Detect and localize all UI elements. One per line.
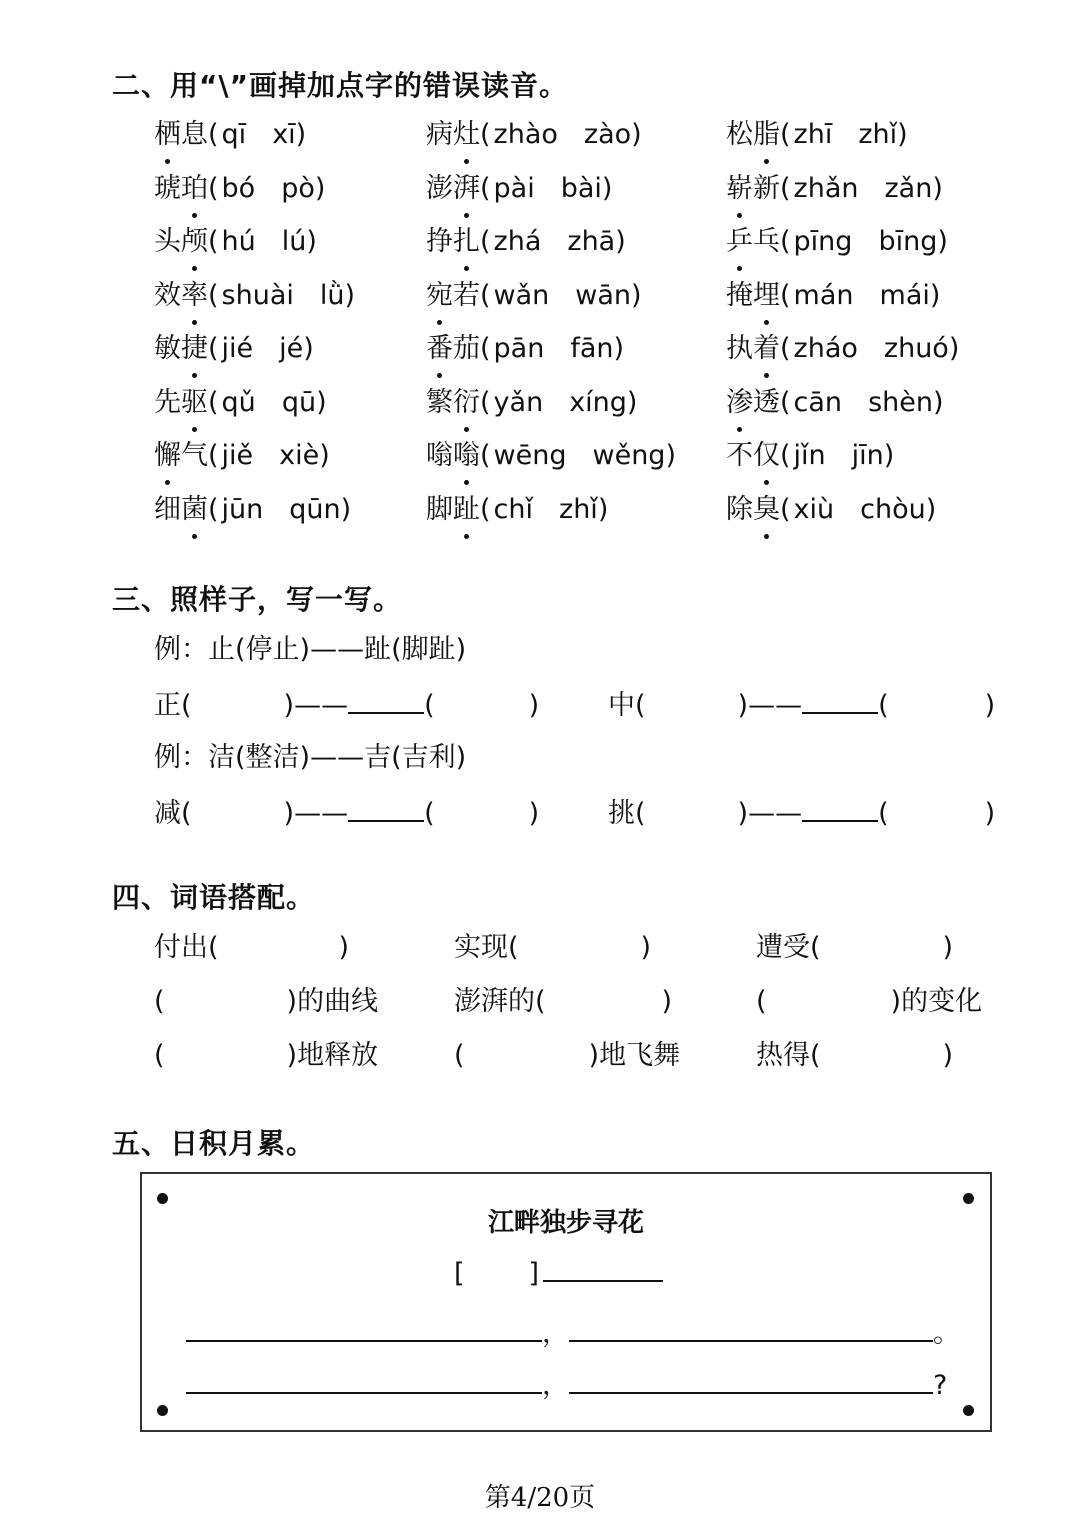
poem-blank[interactable]	[186, 1368, 542, 1394]
word-char: 仅	[753, 440, 780, 471]
word-char: 松	[726, 119, 753, 150]
word-char: 番	[426, 333, 453, 364]
match-item: 遭受( )	[756, 932, 954, 963]
pinyin-item: 除臭( xiù chòu)	[726, 494, 937, 525]
section2-title: 二、用“\”画掉加点字的错误读音。	[112, 69, 569, 102]
poem-blank[interactable]	[569, 1368, 933, 1394]
word-char: 息	[181, 119, 208, 150]
exercise-char: 挑	[608, 798, 635, 829]
pinyin-option[interactable]: jīn	[851, 440, 884, 471]
word-char: 趾	[453, 494, 480, 525]
pinyin-option[interactable]: jé	[279, 333, 304, 364]
pinyin-item: 掩埋( mán mái)	[726, 280, 941, 311]
pinyin-option[interactable]: zhào	[493, 119, 558, 150]
word-char: 不	[726, 440, 753, 471]
word-char: 病	[426, 119, 453, 150]
pinyin-option[interactable]: qī	[221, 119, 247, 150]
match-item: 实现( )	[454, 932, 652, 963]
pinyin-option[interactable]: wěng	[592, 440, 666, 471]
pinyin-option[interactable]: qǔ	[221, 387, 256, 418]
word-char: 执	[726, 333, 753, 364]
pinyin-item: 繁衍( yǎn xíng)	[426, 387, 638, 418]
word-char: 珀	[181, 173, 208, 204]
pinyin-item: 执着( zháo zhuó)	[726, 333, 960, 364]
pinyin-option[interactable]: cān	[793, 387, 843, 418]
word-char: 脂	[753, 119, 780, 150]
answer-blank[interactable]	[802, 688, 878, 714]
pinyin-option[interactable]: qūn	[289, 494, 341, 525]
exercise-char: 中	[608, 690, 635, 721]
pinyin-option[interactable]: shèn	[868, 387, 933, 418]
word-char: 埋	[753, 280, 780, 311]
word-char: 颅	[181, 226, 208, 257]
pinyin-option[interactable]: chǐ	[493, 494, 534, 525]
pinyin-option[interactable]: xíng	[569, 387, 627, 418]
pinyin-option[interactable]: zháo	[793, 333, 858, 364]
example-1: 例：止(停止)——趾(脚趾)	[154, 634, 467, 665]
pinyin-option[interactable]: bó	[221, 173, 256, 204]
word-char: 敏	[154, 333, 181, 364]
answer-blank[interactable]	[802, 796, 878, 822]
pinyin-option[interactable]: lú	[281, 226, 307, 257]
pinyin-item: 渗透( cān shèn)	[726, 387, 944, 418]
pinyin-option[interactable]: zhǐ	[858, 119, 898, 150]
pinyin-item: 懈气( jiě xiè)	[154, 440, 330, 471]
pinyin-option[interactable]: zhī	[793, 119, 833, 150]
word-char: 湃	[453, 173, 480, 204]
answer-blank[interactable]	[348, 796, 424, 822]
pinyin-item: 不仅( jǐn jīn)	[726, 440, 895, 471]
word-char: 头	[154, 226, 181, 257]
pinyin-option[interactable]: pān	[493, 333, 545, 364]
rivet-icon	[963, 1405, 974, 1416]
pinyin-item: 嗡嗡( wēng wěng)	[426, 440, 676, 471]
pinyin-option[interactable]: chòu	[860, 494, 926, 525]
match-item: ( )的曲线	[154, 986, 379, 1017]
match-item: 澎湃的( )	[454, 986, 673, 1017]
pinyin-item: 栖息( qī xī)	[154, 119, 307, 150]
exercise-char: 正	[154, 690, 181, 721]
pinyin-item: 松脂( zhī zhǐ)	[726, 119, 908, 150]
word-char: 菌	[181, 494, 208, 525]
word-char: 率	[181, 280, 208, 311]
pinyin-option[interactable]: zào	[583, 119, 632, 150]
pinyin-option[interactable]: wǎn	[493, 280, 550, 311]
pinyin-option[interactable]: zǎn	[884, 173, 933, 204]
pinyin-option[interactable]: mán	[793, 280, 854, 311]
word-char: 新	[753, 173, 780, 204]
match-item: ( )地飞舞	[454, 1040, 681, 1071]
answer-blank[interactable]	[348, 688, 424, 714]
word-char: 气	[181, 440, 208, 471]
pinyin-option[interactable]: zhuó	[883, 333, 949, 364]
rivet-icon	[157, 1405, 168, 1416]
pinyin-item: 敏捷( jié jé)	[154, 333, 314, 364]
word-char: 懈	[154, 440, 181, 471]
example-2: 例：洁(整洁)——吉(吉利)	[154, 742, 467, 773]
word-char: 透	[753, 387, 780, 418]
pinyin-option[interactable]: mái	[879, 280, 930, 311]
exercise-tiao: 挑( )—— ( )	[608, 798, 996, 829]
pinyin-item: 宛若( wǎn wān)	[426, 280, 642, 311]
word-char: 挣	[426, 226, 453, 257]
pinyin-option[interactable]: wēng	[493, 440, 567, 471]
match-item: ( )地释放	[154, 1040, 379, 1071]
word-char: 嗡	[426, 440, 453, 471]
pinyin-option[interactable]: zhǎn	[793, 173, 859, 204]
word-char: 乒	[726, 226, 753, 257]
poem-title: 江畔独步寻花	[487, 1208, 644, 1238]
word-char: 渗	[726, 387, 753, 418]
word-char: 嗡	[453, 440, 480, 471]
pinyin-option[interactable]: yǎn	[493, 387, 544, 418]
author-line: [ ]	[454, 1256, 663, 1291]
pinyin-option[interactable]: bài	[560, 173, 602, 204]
pinyin-item: 澎湃( pài bài)	[426, 173, 613, 204]
pinyin-item: 先驱( qǔ qū)	[154, 387, 327, 418]
word-char: 细	[154, 494, 181, 525]
pinyin-item: 脚趾( chǐ zhǐ)	[426, 494, 609, 525]
word-char: 崭	[726, 173, 753, 204]
exercise-zheng: 正( )—— ( )	[154, 690, 540, 721]
pinyin-option[interactable]: bīng	[878, 226, 938, 257]
pinyin-option[interactable]: jié	[221, 333, 254, 364]
pinyin-option[interactable]: wān	[575, 280, 632, 311]
word-char: 栖	[154, 119, 181, 150]
pinyin-item: 头颅( hú lú)	[154, 226, 317, 257]
page-number: 第4/20页	[484, 1483, 596, 1513]
poem-box	[140, 1172, 992, 1432]
word-char: 繁	[426, 387, 453, 418]
exercise-char: 减	[154, 798, 181, 829]
word-char: 掩	[726, 280, 753, 311]
section3-title: 三、照样子，写一写。	[112, 583, 403, 616]
word-char: 臭	[753, 494, 780, 525]
pinyin-option[interactable]: pīng	[793, 226, 853, 257]
exercise-jian: 减( )—— ( )	[154, 798, 540, 829]
pinyin-option[interactable]: zhá	[493, 226, 542, 257]
pinyin-option[interactable]: shuài	[221, 280, 294, 311]
word-char: 宛	[426, 280, 453, 311]
word-char: 捷	[181, 333, 208, 364]
pinyin-item: 乒乓( pīng bīng)	[726, 226, 948, 257]
word-char: 驱	[181, 387, 208, 418]
pinyin-option[interactable]: lǜ	[319, 280, 345, 311]
word-char: 乓	[753, 226, 780, 257]
pinyin-option[interactable]: fān	[570, 333, 614, 364]
pinyin-item: 效率( shuài lǜ)	[154, 280, 356, 311]
exercise-zhong: 中( )—— ( )	[608, 690, 996, 721]
word-char: 澎	[426, 173, 453, 204]
pinyin-option[interactable]: xiè	[279, 440, 320, 471]
poem-line-2: ， ?	[186, 1368, 947, 1403]
pinyin-option[interactable]: xiù	[793, 494, 835, 525]
author-blank[interactable]	[543, 1256, 663, 1282]
section5-title: 五、日积月累。	[112, 1127, 316, 1160]
pinyin-item: 挣扎( zhá zhā)	[426, 226, 626, 257]
match-item: 热得( )	[756, 1040, 954, 1071]
word-char: 先	[154, 387, 181, 418]
pinyin-option[interactable]: jūn	[221, 494, 264, 525]
poem-line-1: ， 。	[186, 1316, 960, 1351]
word-char: 着	[753, 333, 780, 364]
word-char: 茄	[453, 333, 480, 364]
pinyin-item: 崭新( zhǎn zǎn)	[726, 173, 943, 204]
word-char: 脚	[426, 494, 453, 525]
pinyin-option[interactable]: hú	[221, 226, 256, 257]
word-char: 若	[453, 280, 480, 311]
poem-blank[interactable]	[186, 1316, 542, 1342]
pinyin-option[interactable]: xī	[272, 119, 296, 150]
poem-blank[interactable]	[569, 1316, 933, 1342]
word-char: 琥	[154, 173, 181, 204]
pinyin-item: 番茄( pān fān)	[426, 333, 625, 364]
pinyin-option[interactable]: qū	[281, 387, 317, 418]
word-char: 衍	[453, 387, 480, 418]
word-char: 除	[726, 494, 753, 525]
pinyin-option[interactable]: jiě	[221, 440, 254, 471]
word-char: 灶	[453, 119, 480, 150]
pinyin-item: 病灶( zhào zào)	[426, 119, 642, 150]
match-item: ( )的变化	[756, 986, 983, 1017]
match-item: 付出( )	[154, 932, 350, 963]
pinyin-option[interactable]: jǐn	[793, 440, 826, 471]
pinyin-option[interactable]: pài	[493, 173, 535, 204]
word-char: 扎	[453, 226, 480, 257]
section4-title: 四、词语搭配。	[112, 881, 316, 914]
pinyin-option[interactable]: zhǐ	[559, 494, 598, 525]
pinyin-item: 琥珀( bó pò)	[154, 173, 326, 204]
pinyin-option[interactable]: zhā	[567, 226, 616, 257]
pinyin-item: 细菌( jūn qūn)	[154, 494, 352, 525]
word-char: 效	[154, 280, 181, 311]
pinyin-option[interactable]: pò	[281, 173, 315, 204]
